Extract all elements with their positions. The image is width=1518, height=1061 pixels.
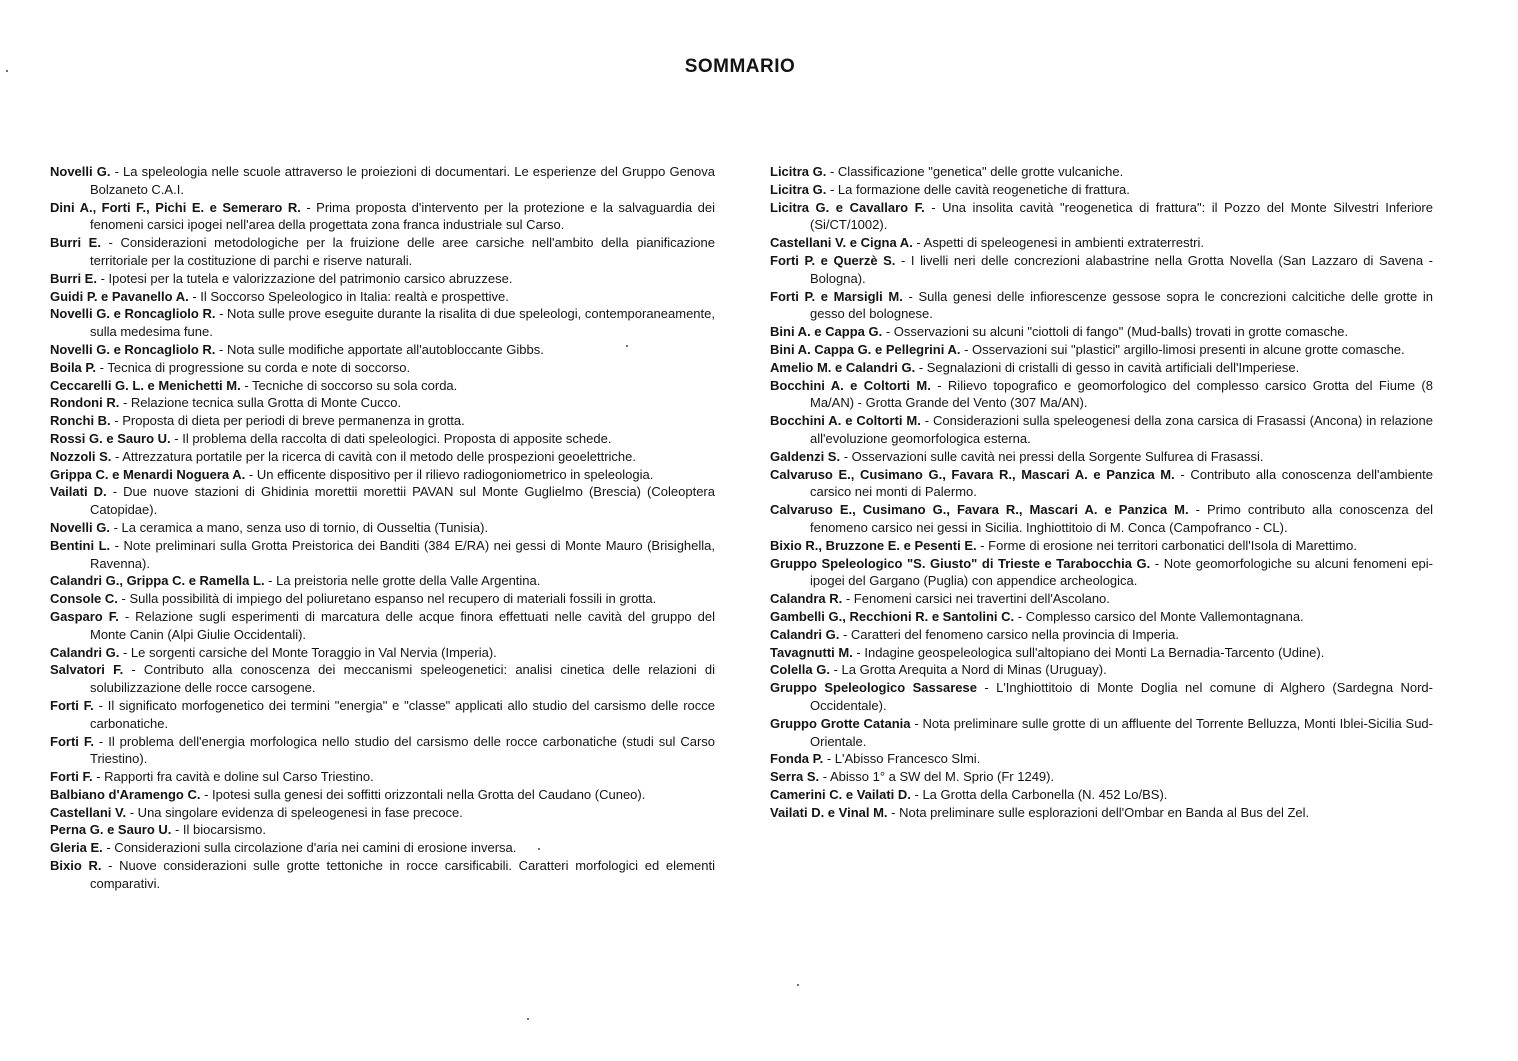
entry-authors: Forti F. <box>50 733 94 749</box>
toc-entry <box>770 466 1433 502</box>
toc-entry <box>770 804 1433 822</box>
entry-authors: Gleria E. <box>50 840 103 856</box>
entry-title: - Ipotesi per la tutela e valorizzazione del patrimonio carsico abruzzese. <box>96 270 513 286</box>
toc-column-right <box>770 163 1433 821</box>
entry-title: - Due nuove stazioni di Ghidinia morettii morettii PAVAN sul Monte Guglielmo (Brescia) (Coleoptera Catopidae). <box>90 484 715 518</box>
entry-title: - Sulla genesi delle infiorescenze gessose sopra le concrezioni calcitiche delle grotte in gesso del bolognese. <box>810 288 1433 322</box>
toc-entry <box>50 394 715 412</box>
toc-entry <box>50 804 715 822</box>
entry-title: - Rilievo topografico e geomorfologico del complesso carsico Grotta del Fiume (8 Ma/AN) - Grotta Grande del Vento (307 Ma/AN). <box>810 377 1433 411</box>
toc-entry <box>50 270 715 288</box>
toc-entry <box>770 750 1433 768</box>
entry-authors: Gruppo Speleologico "S. Giusto" di Trieste e Tarabocchia G. <box>770 555 1151 571</box>
entry-title: - Il significato morfogenetico dei termini "energia" e "classe" applicati allo studio del carsismo delle rocce carbonatiche. <box>90 697 715 731</box>
entry-title: - La speleologia nelle scuole attraverso le proiezioni di documentari. Le esperienze del Gruppo Genova Bolzaneto C.A.I. <box>90 164 715 197</box>
toc-entry <box>770 252 1433 288</box>
toc-entry <box>50 359 715 377</box>
entry-authors: Vailati D. <box>50 484 107 500</box>
entry-title: - Sulla possibilità di impiego del poliuretano espanso nel recupero di materiali fossili in grotta. <box>117 591 657 607</box>
entry-authors: Calandri G. <box>770 626 840 642</box>
toc-column-left <box>50 163 715 893</box>
toc-entry <box>770 661 1433 679</box>
entry-authors: Calandra R. <box>770 591 843 607</box>
toc-entry <box>770 555 1433 591</box>
entry-authors: Ronchi B. <box>50 413 111 429</box>
toc-entry <box>770 288 1433 324</box>
toc-entry <box>770 679 1433 715</box>
entry-authors: Burri E. <box>50 270 97 286</box>
toc-entry <box>770 341 1433 359</box>
entry-title: - La Grotta Arequita a Nord di Minas (Uruguay). <box>829 662 1107 678</box>
entry-title: - Considerazioni sulla circolazione d'aria nei camini di erosione inversa. <box>102 840 517 856</box>
entry-authors: Bixio R. <box>50 858 102 874</box>
toc-entry <box>50 590 715 608</box>
entry-authors: Dini A., Forti F., Pichi E. e Semeraro R. <box>50 199 301 215</box>
entry-authors: Vailati D. e Vinal M. <box>770 804 888 820</box>
entry-title: - L'Inghiottitoio di Monte Doglia nel comune di Alghero (Sardegna Nord-Occidentale). <box>810 680 1433 713</box>
entry-title: - Note preliminari sulla Grotta Preistorica dei Banditi (384 E/RA) nei gessi di Monte Mauro (Brisighella, Ravenna). <box>90 537 715 571</box>
entry-title: - La ceramica a mano, senza uso di tornio, di Ousseltia (Tunisia). <box>109 519 489 535</box>
entry-title: - Nuove considerazioni sulle grotte tettoniche in rocce carsificabili. Caratteri morfologici ed elementi comparativi. <box>90 858 715 891</box>
entry-authors: Bini A. e Cappa G. <box>770 324 883 340</box>
entry-authors: Grippa C. e Menardi Noguera A. <box>50 466 246 482</box>
entry-authors: Gambelli G., Recchioni R. e Santolini C. <box>770 608 1015 624</box>
toc-entry <box>50 608 715 644</box>
entry-title: - Il problema della raccolta di dati speleologici. Proposta di apposite schede. <box>170 430 612 446</box>
entry-authors: Boila P. <box>50 359 97 375</box>
entry-title: - Il Soccorso Speleologico in Italia: realtà e prospettive. <box>188 288 509 304</box>
entry-title: - Tecniche di soccorso su sola corda. <box>240 377 458 393</box>
entry-title: - Considerazioni sulla speleogenesi della zona carsica di Frasassi (Ancona) in relazione all'evoluzione geomorfologica esterna. <box>810 413 1433 446</box>
entry-title: - Prima proposta d'intervento per la protezione e la salvaguardia dei fenomeni carsici ipogei nell'area della progettata zona franca industriale sul Carso. <box>90 199 715 233</box>
entry-title: - Il problema dell'energia morfologica nello studio del carsismo delle rocce carbonatiche (studi sul Carso Triestino). <box>90 733 716 767</box>
toc-entry <box>50 857 715 893</box>
entry-title: - Nota sulle modifiche apportate all'autobloccante Gibbs. <box>215 341 544 357</box>
toc-entry <box>770 715 1433 751</box>
toc-entry <box>50 644 715 662</box>
entry-authors: Rossi G. e Sauro U. <box>50 430 171 446</box>
toc-entry <box>50 839 715 857</box>
entry-authors: Amelio M. e Calandri G. <box>770 359 916 375</box>
toc-entry <box>770 644 1433 662</box>
entry-authors: Licitra G. <box>770 181 827 197</box>
toc-entry <box>770 181 1433 199</box>
entry-authors: Licitra G. e Cavallaro F. <box>770 199 925 215</box>
toc-entry <box>770 199 1433 235</box>
entry-authors: Bixio R., Bruzzone E. e Pesenti E. <box>770 537 977 553</box>
entry-authors: Novelli G. e Roncagliolo R. <box>50 306 216 322</box>
entry-authors: Balbiano d'Aramengo C. <box>50 786 201 802</box>
entry-title: - Osservazioni su alcuni "ciottoli di fango" (Mud-balls) trovati in grotte comasche. <box>882 324 1349 340</box>
toc-entry <box>770 163 1433 181</box>
entry-title: - Relazione sugli esperimenti di marcatura delle acque finora effettuati nelle cavità del gruppo del Monte Canin (Alpi Giulie Occidentali). <box>90 608 715 642</box>
page-title: SOMMARIO <box>684 56 796 77</box>
toc-entry <box>50 341 715 359</box>
toc-entry <box>770 359 1433 377</box>
entry-authors: Burri E. <box>50 235 101 251</box>
entry-authors: Forti F. <box>50 697 94 713</box>
entry-authors: Ceccarelli G. L. e Menichetti M. <box>50 377 241 393</box>
entry-title: - Una insolita cavità "reogenetica di frattura": il Pozzo del Monte Silvestri Inferiore (Si/CT/1002). <box>810 199 1433 233</box>
entry-title: - Caratteri del fenomeno carsico nella provincia di Imperia. <box>839 626 1179 642</box>
entry-authors: Gruppo Speleologico Sassarese <box>770 680 977 696</box>
entry-authors: Salvatori F. <box>50 662 124 678</box>
entry-title: - Un efficente dispositivo per il rilievo radiogoniometrico in speleologia. <box>245 466 654 482</box>
entry-title: - La preistoria nelle grotte della Valle Argentina. <box>264 573 541 589</box>
toc-entry <box>770 786 1433 804</box>
scan-speck <box>538 848 540 850</box>
entry-title: - Attrezzatura portatile per la ricerca di cavità con il metodo delle prospezioni geoelettriche. <box>111 448 636 464</box>
toc-entry <box>50 430 715 448</box>
entry-authors: Console C. <box>50 591 118 607</box>
toc-entry <box>50 305 715 341</box>
toc-entry <box>770 323 1433 341</box>
toc-entry <box>770 590 1433 608</box>
entry-authors: Forti P. e Querzè S. <box>770 252 896 268</box>
toc-entry <box>770 448 1433 466</box>
toc-entry <box>50 733 715 769</box>
entry-title: - Il biocarsismo. <box>171 822 267 838</box>
toc-entry <box>770 768 1433 786</box>
entry-title: - La formazione delle cavità reogenetiche di frattura. <box>826 181 1130 197</box>
toc-entry <box>50 483 715 519</box>
entry-authors: Calvaruso E., Cusimano G., Favara R., Mascari A. e Panzica M. <box>770 466 1175 482</box>
entry-authors: Bentini L. <box>50 537 111 553</box>
toc-entry <box>50 786 715 804</box>
entry-title: - Rapporti fra cavità e doline sul Carso Triestino. <box>92 769 374 785</box>
toc-entry <box>50 234 715 270</box>
entry-title: - Nota sulle prove eseguite durante la risalita di due speleologi, contemporaneamente, sulla medesima fune. <box>90 306 715 340</box>
entry-authors: Tavagnutti M. <box>770 644 853 660</box>
entry-authors: Licitra G. <box>770 164 827 179</box>
entry-title: - Note geomorfologiche su alcuni fenomeni epi-ipogei del Gargano (Puglia) con appendice archeologica. <box>810 555 1433 589</box>
entry-title: - Osservazioni sulle cavità nei pressi della Sorgente Sulfurea di Frasassi. <box>840 448 1264 464</box>
entry-title: - Classificazione "genetica" delle grotte vulcaniche. <box>826 164 1124 179</box>
toc-entry <box>50 412 715 430</box>
entry-title: - La Grotta della Carbonella (N. 452 Lo/BS). <box>910 786 1168 802</box>
entry-title: - Osservazioni sui "plastici" argillo-limosi presenti in alcune grotte comasche. <box>960 341 1405 357</box>
entry-authors: Serra S. <box>770 769 820 785</box>
toc-entry <box>50 519 715 537</box>
scan-speck <box>6 70 8 72</box>
entry-authors: Calandri G. <box>50 644 120 660</box>
entry-title: - Forme di erosione nei territori carbonatici dell'Isola di Marettimo. <box>976 537 1357 553</box>
entry-title: - Fenomeni carsici nei travertini dell'Ascolano. <box>842 591 1110 607</box>
entry-title: - Relazione tecnica sulla Grotta di Monte Cucco. <box>119 395 402 411</box>
entry-authors: Forti F. <box>50 769 93 785</box>
toc-entry <box>50 288 715 306</box>
toc-entry <box>770 608 1433 626</box>
entry-authors: Bocchini A. e Coltorti M. <box>770 377 931 393</box>
entry-title: - Una singolare evidenza di speleogenesi in fase precoce. <box>126 804 463 820</box>
toc-entry <box>770 377 1433 413</box>
entry-authors: Novelli G. e Roncagliolo R. <box>50 341 216 357</box>
entry-title: - Complesso carsico del Monte Vallemontagnana. <box>1014 608 1304 624</box>
scan-speck <box>527 1018 529 1020</box>
toc-entry <box>770 537 1433 555</box>
toc-entry <box>770 412 1433 448</box>
toc-entry <box>50 466 715 484</box>
toc-entry <box>770 626 1433 644</box>
entry-authors: Rondoni R. <box>50 395 120 411</box>
entry-authors: Gruppo Grotte Catania <box>770 715 911 731</box>
toc-entry <box>50 768 715 786</box>
entry-authors: Castellani V. <box>50 804 127 820</box>
entry-authors: Nozzoli S. <box>50 448 112 464</box>
entry-authors: Bini A. Cappa G. e Pellegrini A. <box>770 341 961 357</box>
entry-title: - Le sorgenti carsiche del Monte Toraggio in Val Nervia (Imperia). <box>119 644 497 660</box>
entry-authors: Gasparo F. <box>50 608 119 624</box>
entry-title: - Tecnica di progressione su corda e note di soccorso. <box>96 359 411 375</box>
entry-title: - Considerazioni metodologiche per la fruizione delle aree carsiche nell'ambito della pianificazione territoriale per la costituzione di parchi e riserve naturali. <box>90 235 715 268</box>
toc-entry <box>50 199 715 235</box>
entry-title: - Aspetti di speleogenesi in ambienti extraterrestri. <box>912 235 1205 251</box>
entry-title: - I livelli neri delle concrezioni alabastrine nella Grotta Novella (San Lazzaro di Savena - Bologna). <box>810 252 1433 286</box>
toc-entry <box>50 377 715 395</box>
entry-authors: Perna G. e Sauro U. <box>50 822 172 838</box>
entry-authors: Guidi P. e Pavanello A. <box>50 288 189 304</box>
entry-authors: Forti P. e Marsigli M. <box>770 288 903 304</box>
toc-entry <box>50 448 715 466</box>
entry-title: - Segnalazioni di cristalli di gesso in cavità artificiali dell'Imperiese. <box>915 359 1300 375</box>
entry-authors: Fonda P. <box>770 751 824 767</box>
entry-title: - Contributo alla conoscenza dei meccanismi speleogenetici: analisi cinetica delle relazioni di solubilizzazione delle rocce carsogene. <box>90 662 715 696</box>
entry-title: - Proposta di dieta per periodi di breve permanenza in grotta. <box>110 413 465 429</box>
entry-title: - Primo contributo alla conoscenza del fenomeno carsico nei gessi in Sicilia. Inghiottitoio di M. Conca (Campofranco - CL). <box>810 502 1433 535</box>
toc-entry <box>50 661 715 697</box>
entry-authors: Novelli G. <box>50 519 110 535</box>
entry-authors: Calandri G., Grippa C. e Ramella L. <box>50 573 265 589</box>
entry-authors: Camerini C. e Vailati D. <box>770 786 911 802</box>
toc-entry <box>770 501 1433 537</box>
entry-authors: Calvaruso E., Cusimano G., Favara R., Mascari A. e Panzica M. <box>770 502 1189 518</box>
entry-title: - L'Abisso Francesco Slmi. <box>823 751 981 767</box>
entry-authors: Bocchini A. e Coltorti M. <box>770 413 921 429</box>
entry-title: - Abisso 1° a SW del M. Sprio (Fr 1249). <box>819 769 1055 785</box>
toc-entry <box>50 537 715 573</box>
entry-authors: Novelli G. <box>50 164 111 179</box>
entry-title: - Contributo alla conoscenza dell'ambiente carsico nei monti di Palermo. <box>810 466 1433 500</box>
scan-speck <box>797 984 799 986</box>
entry-authors: Galdenzi S. <box>770 448 841 464</box>
entry-title: - Ipotesi sulla genesi dei soffitti orizzontali nella Grotta del Caudano (Cuneo). <box>200 786 646 802</box>
entry-title: - Indagine geospeleologica sull'altopiano dei Monti La Bernadia-Tarcento (Udine). <box>852 644 1325 660</box>
entry-authors: Colella G. <box>770 662 830 678</box>
entry-title: - Nota preliminare sulle esplorazioni dell'Ombar en Banda al Bus del Zel. <box>887 804 1310 820</box>
toc-entry <box>770 234 1433 252</box>
toc-entry <box>50 821 715 839</box>
entry-authors: Castellani V. e Cigna A. <box>770 235 913 251</box>
scan-speck <box>626 345 628 347</box>
toc-entry <box>50 163 715 199</box>
toc-entry <box>50 697 715 733</box>
toc-entry <box>50 572 715 590</box>
entry-title: - Nota preliminare sulle grotte di un affluente del Torrente Belluzza, Monti Iblei-Sicilia Sud-Orientale. <box>810 715 1433 749</box>
